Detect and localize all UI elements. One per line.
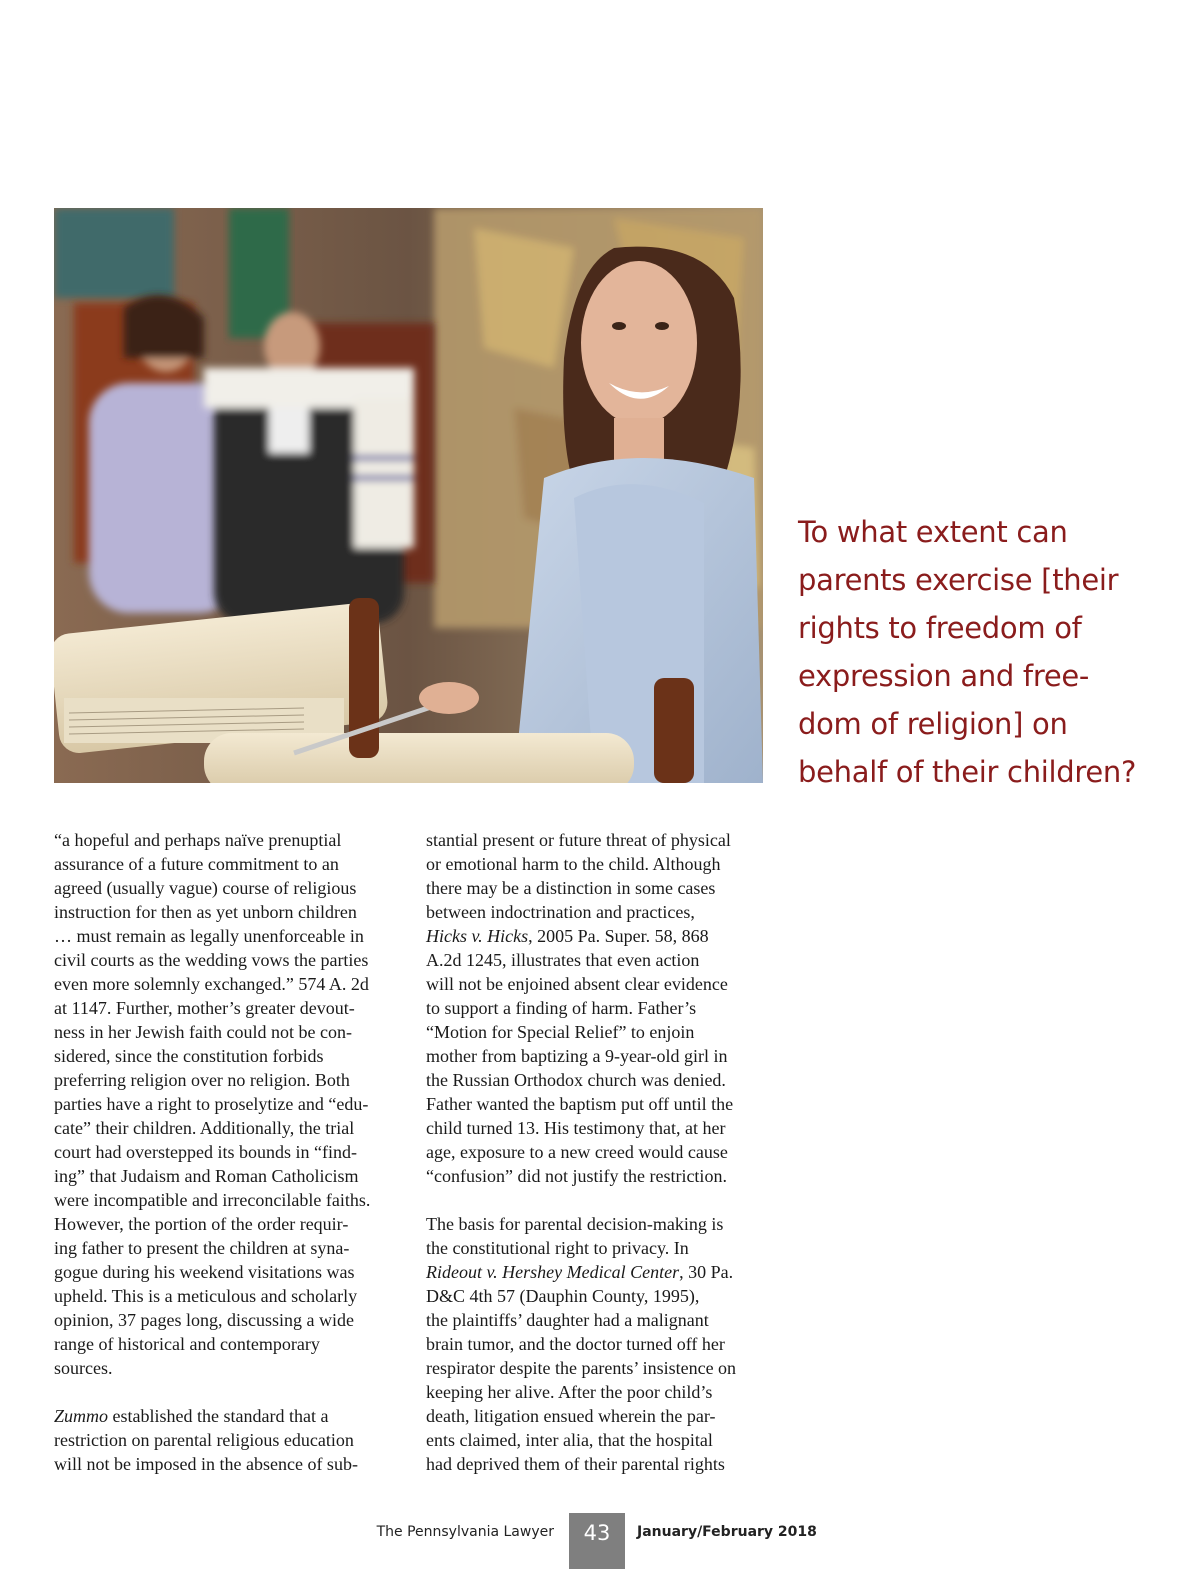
text-line: … must remain as legally unenforceable in [54, 926, 364, 946]
text-line: the constitutional right to privacy. In [426, 1238, 689, 1258]
text-line: ness in her Jewish faith could not be con- [54, 1022, 352, 1042]
text-line [426, 1260, 771, 1284]
text-line: death, litigation ensued wherein the par- [426, 1406, 716, 1426]
text-line: However, the portion of the order requir- [54, 1214, 349, 1234]
text-line: ing” that Judaism and Roman Catholicism [54, 1166, 359, 1186]
text-fragment: , 2005 Pa. Super. 58, 868 [528, 926, 709, 946]
text-line [54, 1404, 399, 1428]
text-line: the Russian Orthodox church was denied. [426, 1070, 726, 1090]
pull-quote [798, 508, 1168, 796]
issue-date: January/February 2018 [637, 1524, 817, 1540]
text-line: ing father to present the children at syna- [54, 1238, 350, 1258]
text-line: civil courts as the wedding vows the parties [54, 950, 369, 970]
page-number: 43 [569, 1513, 625, 1569]
text-line: mother from baptizing a 9-year-old girl in [426, 1046, 728, 1066]
torah-reading-photo [54, 208, 763, 783]
text-line: “confusion” did not justify the restriction. [426, 1166, 727, 1186]
text-line: D&C 4th 57 (Dauphin County, 1995), [426, 1286, 700, 1306]
pull-quote-line: dom of religion] on [798, 707, 1068, 741]
pull-quote-line: expression and free- [798, 659, 1090, 693]
text-line: cate” their children. Additionally, the trial [54, 1118, 355, 1138]
text-line: will not be imposed in the absence of sub- [54, 1454, 358, 1474]
text-line: even more solemnly exchanged.” 574 A. 2d [54, 974, 369, 994]
text-line: restriction on parental religious education [54, 1430, 354, 1450]
text-line: age, exposure to a new creed would cause [426, 1142, 728, 1162]
text-line: range of historical and contemporary [54, 1334, 320, 1354]
text-line: to support a finding of harm. Father’s [426, 998, 697, 1018]
text-line: sources. [54, 1358, 113, 1378]
text-line: A.2d 1245, illustrates that even action [426, 950, 700, 970]
text-line: there may be a distinction in some cases [426, 878, 716, 898]
text-line: had deprived them of their parental rights [426, 1454, 725, 1474]
case-name-rideout: Rideout v. Hershey Medical Center [426, 1262, 680, 1282]
case-name-zummo: Zummo [54, 1406, 109, 1426]
publication-name: The Pennsylvania Lawyer [376, 1524, 554, 1540]
text-line: ents claimed, inter alia, that the hospital [426, 1430, 713, 1450]
text-fragment: , 30 Pa. [679, 1262, 734, 1282]
text-line: keeping her alive. After the poor child’s [426, 1382, 713, 1402]
text-line: upheld. This is a meticulous and scholarly [54, 1286, 358, 1306]
text-line: assurance of a future commitment to an [54, 854, 339, 874]
paragraph-gap [426, 1188, 771, 1212]
page-footer [0, 1513, 1200, 1569]
pull-quote-line: parents exercise [their [798, 563, 1119, 597]
text-fragment: established the standard that a [112, 1406, 329, 1426]
text-line: opinion, 37 pages long, discussing a wide [54, 1310, 354, 1330]
text-line: “Motion for Special Relief” to enjoin [426, 1022, 695, 1042]
text-line: were incompatible and irreconcilable faiths. [54, 1190, 371, 1210]
text-line: “a hopeful and perhaps naïve prenuptial [54, 830, 342, 850]
case-name-hicks: Hicks v. Hicks [426, 926, 529, 946]
text-line: respirator despite the parents’ insistence on [426, 1358, 737, 1378]
body-column-2 [426, 828, 771, 1476]
text-line: Father wanted the baptism put off until the [426, 1094, 734, 1114]
text-line: child turned 13. His testimony that, at her [426, 1118, 726, 1138]
text-line: will not be enjoined absent clear evidence [426, 974, 728, 994]
text-line: parties have a right to proselytize and “edu- [54, 1094, 369, 1114]
paragraph-gap [54, 1380, 399, 1404]
pull-quote-line: behalf of their children? [798, 755, 1137, 789]
article-photo [54, 208, 763, 783]
body-column-1 [54, 828, 399, 1476]
text-line: court had overstepped its bounds in “find- [54, 1142, 357, 1162]
text-line: gogue during his weekend visitations was [54, 1262, 355, 1282]
text-line: the plaintiffs’ daughter had a malignant [426, 1310, 709, 1330]
pull-quote-line: To what extent can [798, 515, 1068, 549]
text-line: stantial present or future threat of physical [426, 830, 731, 850]
text-line: agreed (usually vague) course of religious [54, 878, 357, 898]
text-line: preferring religion over no religion. Both [54, 1070, 350, 1090]
text-line: sidered, since the constitution forbids [54, 1046, 324, 1066]
text-line: instruction for then as yet unborn children [54, 902, 357, 922]
text-line: The basis for parental decision-making is [426, 1214, 724, 1234]
text-line [426, 924, 771, 948]
text-line: brain tumor, and the doctor turned off her [426, 1334, 725, 1354]
text-line: between indoctrination and practices, [426, 902, 695, 922]
pull-quote-line: rights to freedom of [798, 611, 1082, 645]
text-line: at 1147. Further, mother’s greater devout- [54, 998, 355, 1018]
text-line: or emotional harm to the child. Although [426, 854, 721, 874]
